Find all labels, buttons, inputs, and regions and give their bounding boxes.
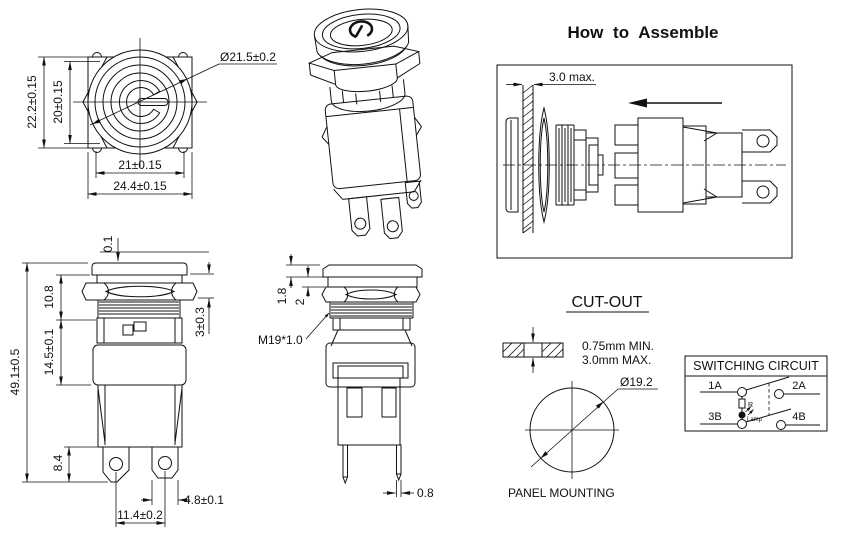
cutout-diagram [503, 294, 658, 500]
dim-front-diameter: Ø21.5±0.2 [220, 50, 276, 64]
side-view-drawing [8, 235, 224, 527]
cutout-caption: PANEL MOUNTING [508, 486, 615, 500]
circuit-terminal-4b: 4B [792, 411, 806, 423]
cutout-heading: CUT-OUT [571, 294, 643, 311]
assembly-diagram [497, 23, 792, 258]
dim-front-height-inner: 20±0.15 [51, 80, 65, 124]
dim-profile-pin-thickness: 0.8 [417, 486, 434, 500]
dim-side-head-height: 10.8 [42, 285, 56, 309]
circuit-resistor-label: R [748, 402, 754, 409]
dim-side-cap-step: 0.1 [101, 235, 115, 253]
resistor-symbol-icon [739, 399, 745, 408]
isometric-view-drawing [304, 4, 438, 245]
dim-side-terminal-length: 8.4 [51, 454, 65, 472]
dim-front-width-inner: 21±0.15 [118, 158, 162, 172]
dim-profile-thread-spec: M19*1.0 [258, 333, 303, 347]
dim-profile-flange: 2 [293, 298, 307, 306]
assemble-direction-arrow-icon [628, 99, 647, 108]
dim-side-terminal-width: 4.8±0.1 [184, 493, 224, 507]
cutout-panel-min: 0.75mm MIN. [582, 339, 655, 353]
circuit-lamp-label: Lamp [747, 417, 763, 423]
power-symbol-iso-icon [349, 20, 372, 37]
dim-side-collar-height: 14.5±0.1 [42, 328, 56, 376]
circuit-terminal-3b: 3B [708, 411, 722, 423]
circuit-heading: SWITCHING CIRCUIT [693, 359, 819, 373]
dim-assemble-panel-thickness: 3.0 max. [549, 70, 596, 84]
lamp-symbol-icon [739, 412, 746, 419]
dim-front-height-outer: 22.2±0.15 [25, 75, 39, 129]
panel-hatch [523, 85, 533, 233]
circuit-terminal-1a: 1A [708, 380, 722, 392]
dim-profile-cap-lip: 1.8 [275, 287, 289, 305]
dim-side-terminal-pitch: 11.4±0.2 [117, 508, 163, 522]
cutout-panel-hatch [503, 343, 563, 357]
dim-side-bezel-height: 3±0.3 [193, 307, 207, 337]
dim-front-width-outer: 24.4±0.15 [113, 179, 167, 193]
circuit-terminal-2a: 2A [792, 380, 806, 392]
front-view-drawing [25, 38, 277, 199]
switching-circuit-diagram [685, 356, 827, 431]
profile-view-drawing [258, 254, 434, 500]
cutout-hole-diameter: Ø19.2 [620, 375, 653, 389]
assemble-heading: How to Assemble [567, 23, 719, 42]
cutout-panel-max: 3.0mm MAX. [582, 353, 652, 367]
dim-side-total-height: 49.1±0.5 [8, 348, 22, 396]
